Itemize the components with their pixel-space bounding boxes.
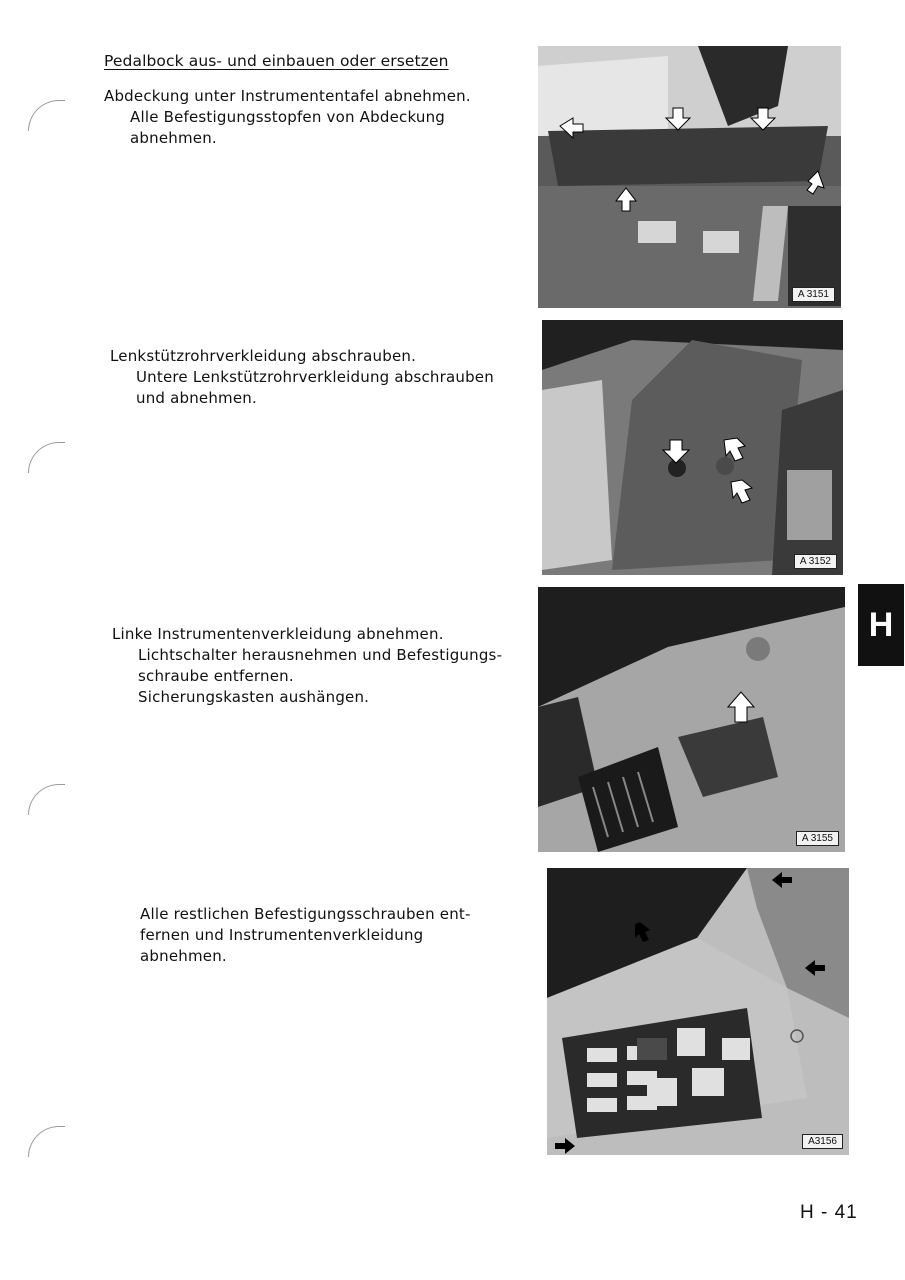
figure-label: A 3155 <box>796 831 839 846</box>
step-detail-line: Sicherungskasten aushängen. <box>138 688 370 706</box>
step-detail-line: Alle restlichen Befestigungsschrauben ent- <box>140 905 471 923</box>
step-3-text <box>112 624 502 708</box>
step-2-text <box>110 346 494 409</box>
page-number: H - 41 <box>800 1202 858 1223</box>
step-detail-line: Lichtschalter herausnehmen und Befestigungs- <box>138 646 503 664</box>
photo-under-dashboard-pedals <box>538 46 841 308</box>
step-detail-line: abnehmen. <box>130 129 217 147</box>
step-detail-line: fernen und Instrumentenverkleidung <box>140 926 424 944</box>
figure-label: A3156 <box>802 1134 843 1149</box>
step-1-text <box>104 86 471 149</box>
step-detail-line: Alle Befestigungsstopfen von Abdeckung <box>130 108 446 126</box>
step-detail-line: abnehmen. <box>140 947 227 965</box>
chapter-tab: H <box>858 584 904 666</box>
step-instruction: Abdeckung unter Instrumententafel abnehmen. <box>104 87 471 105</box>
figure-label: A 3151 <box>792 287 835 302</box>
section-title: Pedalbock aus- und einbauen oder ersetzen <box>104 52 449 70</box>
step-detail-line: und abnehmen. <box>136 389 257 407</box>
step-instruction: Lenkstützrohrverkleidung abschrauben. <box>110 347 417 365</box>
binder-hole-mark <box>28 1126 65 1157</box>
step-detail-line: schraube entfernen. <box>138 667 294 685</box>
photo-fuse-box-trim-panel <box>547 868 849 1155</box>
photo-steering-column-cover <box>542 320 843 575</box>
binder-hole-mark <box>28 442 65 473</box>
step-4-text <box>140 904 471 967</box>
figure-label: A 3152 <box>794 554 837 569</box>
step-detail-line: Untere Lenkstützrohrverkleidung abschrauben <box>136 368 494 386</box>
binder-hole-mark <box>28 100 65 131</box>
binder-hole-mark <box>28 784 65 815</box>
step-instruction: Linke Instrumentenverkleidung abnehmen. <box>112 625 444 643</box>
photo-light-switch-opening <box>538 587 845 852</box>
